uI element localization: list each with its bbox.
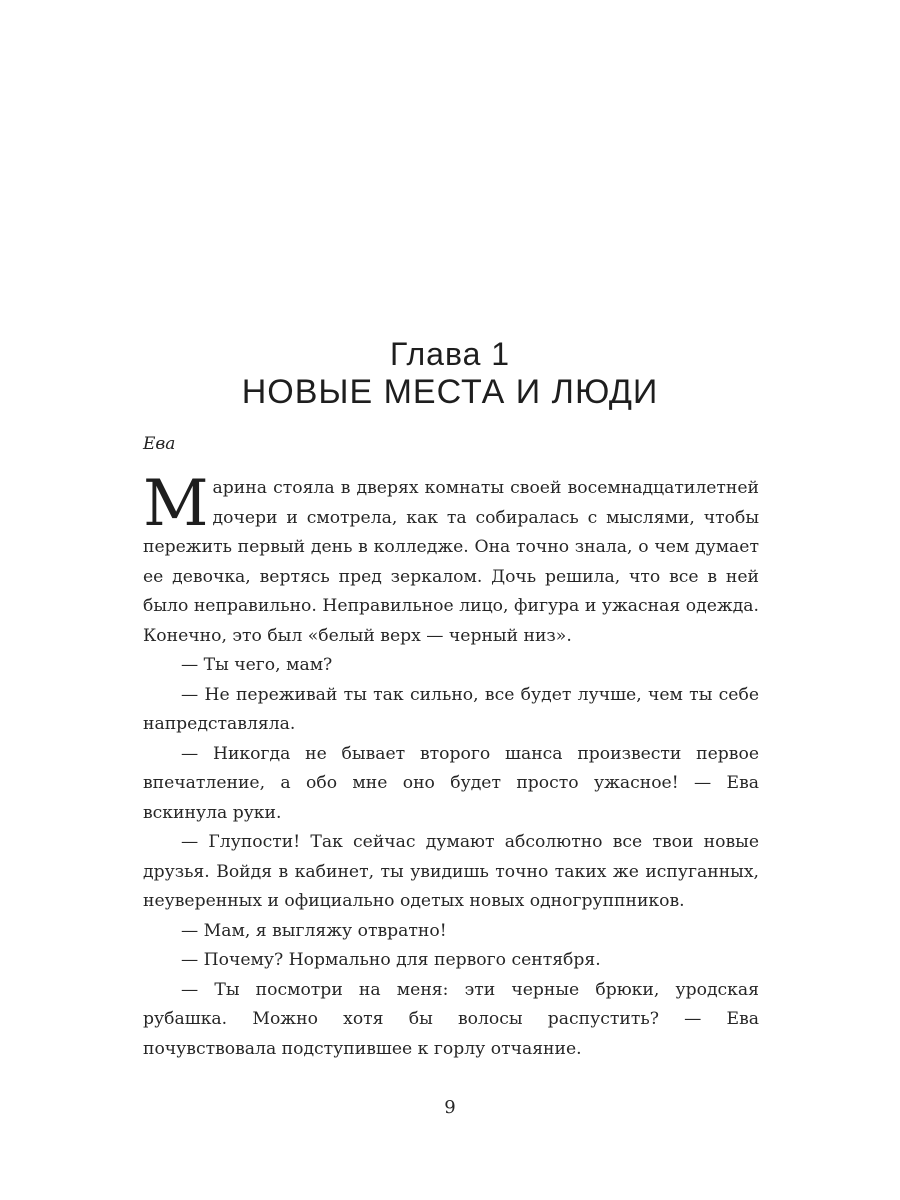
dialogue-line: — Мам, я выгляжу отвратно! [181, 920, 447, 941]
pov-label: Ева [143, 434, 176, 454]
page-number: 9 [444, 1097, 456, 1118]
dialogue-line: — Ты чего, мам? [181, 655, 333, 675]
paragraph-text: арина стояла в дверях комнаты своей восемнадцатилетней дочери и смотрела, как та собиралась с мыслями, чтобы пережить первый день в колледже. Она точно знала, о чем думает ее девочка, вертясь пред зеркалом. Дочь решила, что все в ней было неправильно. Неправильное лицо, фигура и ужасная одежда. Конечно, это был «белый верх — черный низ». [143, 478, 759, 646]
dialogue-line: — Глупости! Так сейчас думают абсолютно все твои новые друзья. Войдя в кабинет, ты увидишь точно таких же испуганных, неуверенных и официально одетых новых одногруппников. [143, 832, 759, 911]
chapter-title: НОВЫЕ МЕСТА И ЛЮДИ [241, 373, 659, 411]
dialogue-line: — Не переживай ты так сильно, все будет лучше, чем ты себе напредставляла. [143, 684, 759, 734]
paragraph [143, 467, 759, 651]
dialogue-line: — Почему? Нормально для первого сентября. [181, 950, 601, 970]
dialogue-line: — Ты посмотри на меня: эти черные брюки, уродская рубашка. Можно хотя бы волосы распустить? — Ева почувствовала подступившее к горлу отчаяние. [143, 979, 759, 1059]
drop-cap: М [143, 467, 209, 541]
dialogue-line: — Никогда не бывает второго шанса произвести первое впечатление, а обо мне оно будет просто ужасное! — Ева вскинула руки. [143, 743, 759, 823]
chapter-body [143, 467, 759, 1064]
chapter-number: Глава 1 [389, 336, 511, 372]
